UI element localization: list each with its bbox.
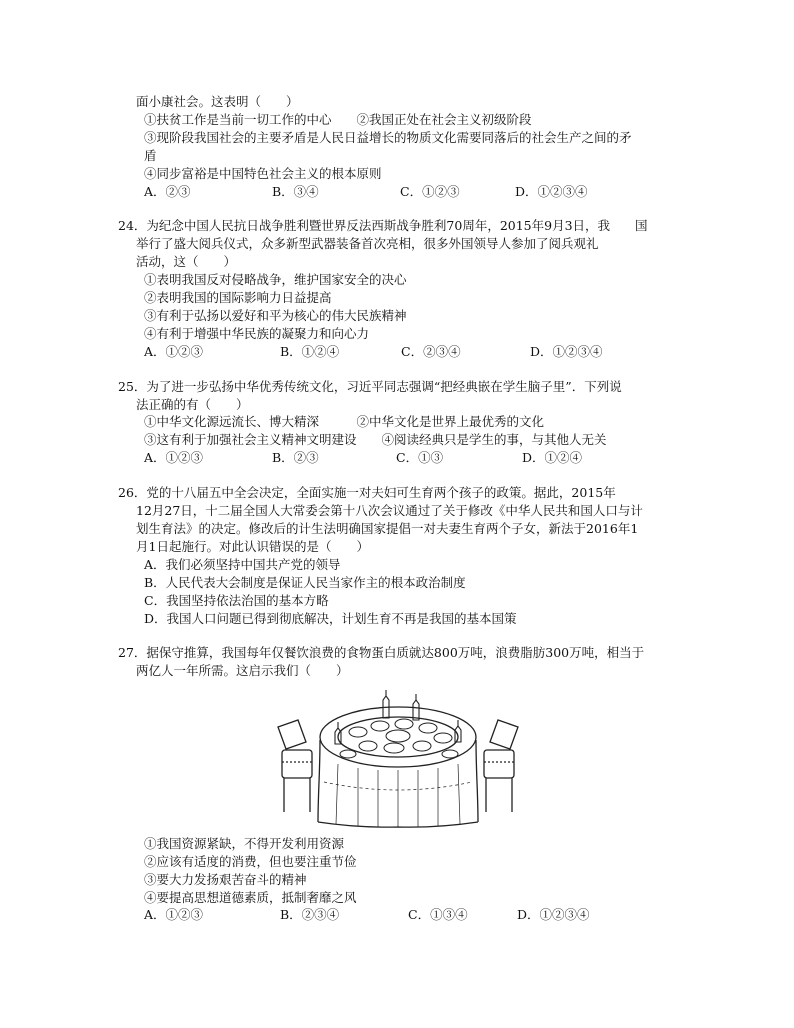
q24-item: ①表明我国反对侵略战争，维护国家安全的决心	[144, 272, 407, 287]
q24-option-a: A．①②③	[144, 344, 204, 359]
q23-item: ③现阶段我国社会的主要矛盾是人民日益增长的物质文化需要同落后的社会生产之间的矛	[144, 130, 632, 145]
q27-item: ②应该有适度的消费，但也要注重节俭	[144, 854, 357, 869]
q23-option-c: C．①②③	[400, 184, 460, 199]
q24-stem-line: 24．为纪念中国人民抗日战争胜利暨世界反法西斯战争胜利70周年，2015年9月3日，我 国	[118, 218, 648, 233]
q27-item: ①我国资源紧缺，不得开发利用资源	[144, 836, 345, 851]
q23-option-a: A．②③	[144, 184, 191, 199]
q24-item: ②表明我国的国际影响力日益提高	[144, 290, 332, 305]
q23-item: ①扶贫工作是当前一切工作的中心 ②我国正处在社会主义初级阶段	[144, 112, 532, 127]
q24-stem-line: 举行了盛大阅兵仪式，众多新型武器装备首次亮相，很多外国领导人参加了阅兵观礼	[136, 236, 599, 251]
q23-stem-line: 面小康社会。这表明（ ）	[136, 94, 299, 109]
banquet-table-illustration	[268, 682, 528, 830]
q27-option-b: B．②③④	[280, 907, 340, 922]
q26-choice-a: A．我们必须坚持中国共产党的领导	[144, 557, 341, 572]
q27-option-a: A．①②③	[144, 907, 204, 922]
q23-item: ④同步富裕是中国特色社会主义的根本原则	[144, 166, 382, 181]
q23-option-d: D．①②③④	[515, 184, 588, 199]
q23-item: 盾	[144, 148, 157, 163]
q24-option-c: C．②③④	[401, 344, 461, 359]
q24-item: ③有利于弘扬以爱好和平为核心的伟大民族精神	[144, 308, 407, 323]
q26-choice-b: B．人民代表大会制度是保证人民当家作主的根本政治制度	[144, 575, 466, 590]
q25-stem-line: 25．为了进一步弘扬中华优秀传统文化，习近平同志强调“把经典嵌在学生脑子里”．下列说	[118, 379, 622, 394]
q25-option-c: C．①③	[396, 450, 444, 465]
q27-item: ③要大力发扬艰苦奋斗的精神	[144, 872, 307, 887]
q25-option-b: B．②③	[272, 450, 319, 465]
q26-choice-c: C．我国坚持依法治国的基本方略	[144, 593, 329, 608]
q24-option-b: B．①②④	[280, 344, 340, 359]
q24-option-d: D．①②③④	[530, 344, 603, 359]
q27-option-d: D．①②③④	[517, 907, 590, 922]
q25-item: ①中华文化源远流长、博大精深 ②中华文化是世界上最优秀的文化	[144, 414, 545, 429]
q24-item: ④有利于增强中华民族的凝聚力和向心力	[144, 326, 370, 341]
right-chair-icon	[484, 720, 518, 812]
q25-item: ③这有利于加强社会主义精神文明建设 ④阅读经典只是学生的事，与其他人无关	[144, 432, 607, 447]
q25-option-d: D．①②④	[522, 450, 583, 465]
q24-stem-line: 活动，这（ ）	[136, 254, 237, 269]
q26-stem-line: 26．党的十八届五中全会决定，全面实施一对夫妇可生育两个孩子的政策。据此，2015年	[118, 485, 616, 500]
q26-stem-line: 12月27日，十二届全国人大常委会第十八次会议通过了关于修改《中华人民共和国人口与计	[136, 503, 643, 518]
q27-stem-line: 两亿人一年所需。这启示我们（ ）	[136, 663, 349, 678]
q25-option-a: A．①②③	[144, 450, 204, 465]
left-chair-icon	[278, 720, 312, 812]
q27-stem-line: 27．据保守推算，我国每年仅餐饮浪费的食物蛋白质就达800万吨，浪费脂肪300万吨，相当于	[118, 645, 645, 660]
q26-stem-line: 月1日起施行。对此认识错误的是（ ）	[136, 539, 369, 554]
q26-stem-line: 划生育法》的决定。修改后的计生法明确国家提倡一对夫妻生育两个子女，新法于2016年1	[136, 521, 639, 536]
q27-option-c: C．①③④	[408, 907, 468, 922]
q26-choice-d: D．我国人口问题已得到彻底解决，计划生育不再是我国的基本国策	[144, 611, 517, 626]
q23-option-b: B．③④	[272, 184, 319, 199]
q27-item: ④要提高思想道德素质，抵制奢靡之风	[144, 890, 357, 905]
q25-stem-line: 法正确的有（ ）	[136, 397, 249, 412]
